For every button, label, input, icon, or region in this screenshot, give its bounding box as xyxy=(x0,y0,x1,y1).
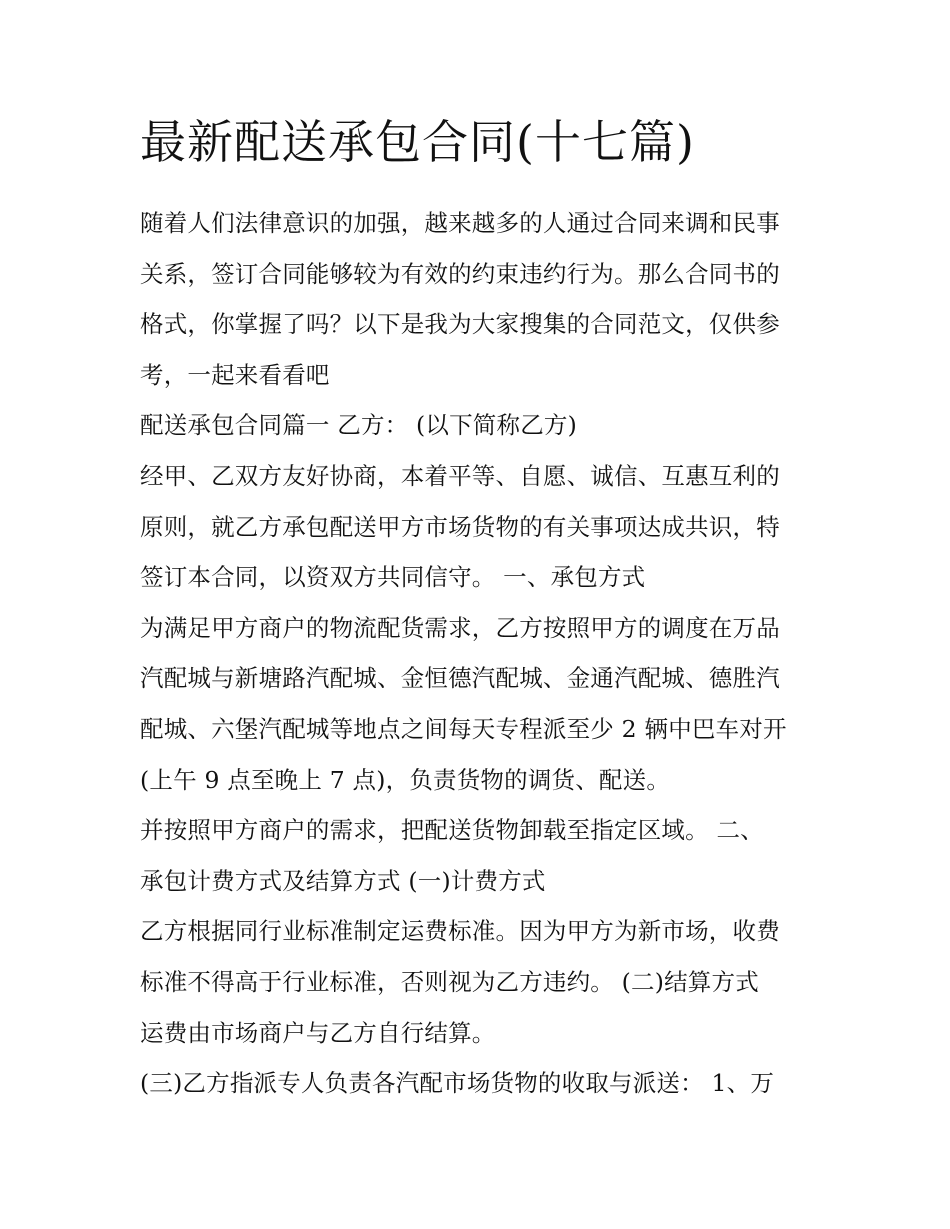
text-line: 乙方根据同行业标准制定运费标准。因为甲方为新市场，收费 xyxy=(140,917,780,946)
text-line: (上午 9 点至晚上 7 点)，负责货物的调货、配送。 xyxy=(140,765,671,794)
text-line: 标准不得高于行业标准，否则视为乙方违约。 (二)结算方式 xyxy=(140,967,759,996)
text-line: 并按照甲方商户的需求，把配送货物卸载至指定区域。 二、 xyxy=(140,816,764,845)
text-line: 配城、六堡汽配城等地点之间每天专程派至少 2 辆中巴车对开 xyxy=(140,714,787,743)
text-line: 关系，签订合同能够较为有效的约束违约行为。那么合同书的 xyxy=(140,259,780,288)
document-title: 最新配送承包合同(十七篇) xyxy=(140,115,695,169)
document-body xyxy=(140,198,820,1109)
text-line: 运费由市场商户与乙方自行结算。 xyxy=(140,1018,496,1047)
text-line: 签订本合同，以资双方共同信守。 一、承包方式 xyxy=(140,563,646,592)
text-line: 格式，你掌握了吗？以下是我为大家搜集的合同范文，仅供参 xyxy=(140,310,780,339)
text-line: 考，一起来看看吧 xyxy=(140,360,330,389)
text-line: 汽配城与新塘路汽配城、金恒德汽配城、金通汽配城、德胜汽 xyxy=(140,664,780,693)
text-line: 随着人们法律意识的加强，越来越多的人通过合同来调和民事 xyxy=(140,209,780,237)
text-line: 经甲、乙双方友好协商，本着平等、自愿、诚信、互惠互利的 xyxy=(140,461,780,490)
text-line: (三)乙方指派专人负责各汽配市场货物的收取与派送： 1、万 xyxy=(140,1069,775,1098)
text-line: 为满足甲方商户的物流配货需求，乙方按照甲方的调度在万品 xyxy=(140,613,780,642)
text-line: 原则，就乙方承包配送甲方市场货物的有关事项达成共识，特 xyxy=(140,512,780,541)
section-heading-line: 配送承包合同篇一 乙方： (以下简称乙方) xyxy=(140,411,577,440)
text-line: 承包计费方式及结算方式 (一)计费方式 xyxy=(140,866,546,895)
